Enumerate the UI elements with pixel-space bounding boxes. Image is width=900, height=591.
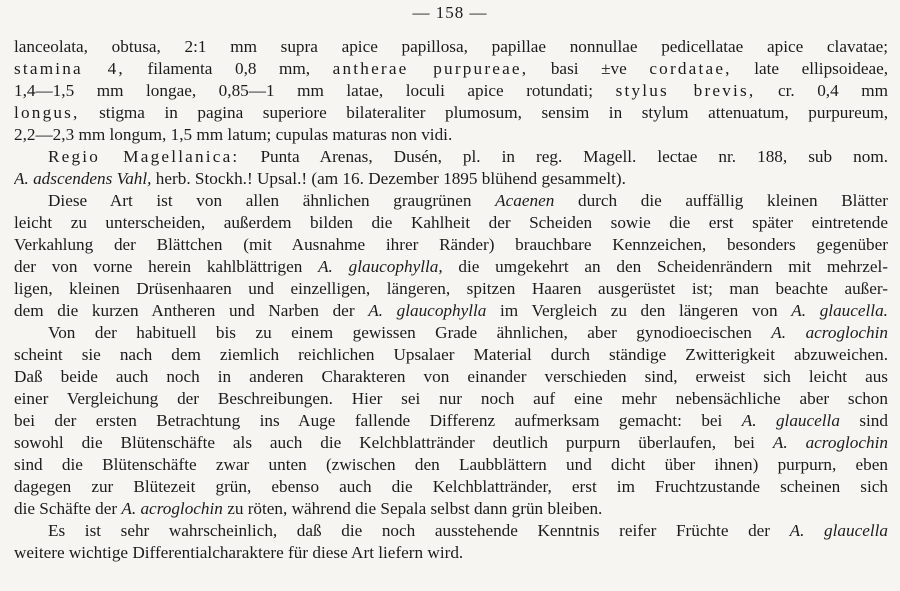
italic-text: A. acroglochin (121, 499, 223, 518)
text-segment: im Vergleich zu den längeren von (486, 301, 792, 320)
text-line (14, 366, 888, 388)
italic-text: A. glaucella. (791, 301, 888, 320)
text-segment: die Schäfte der (14, 499, 122, 518)
italic-text: A. acroglochin (772, 433, 888, 452)
italic-text: A. adscendens Vahl, (14, 169, 152, 188)
text-line (14, 498, 888, 520)
italic-text: Acaenen (495, 191, 555, 210)
spaced-text: stamina 4, (14, 59, 125, 78)
text-segment: Diese Art ist von allen ähnlichen graugrünen (48, 191, 496, 210)
text-line (14, 212, 888, 234)
text-segment: ligen, kleinen Drüsenhaaren und einzelligen, längeren, spitzen Haaren ausgerüstet ist; man beachte außer- (14, 279, 888, 298)
text-segment: scheint sie nach dem ziemlich reichlichen Upsalaer Material durch ständige Zwitterigkeit abzuweichen. (14, 345, 888, 364)
text-line (14, 102, 888, 124)
italic-text: A. glaucella (789, 521, 888, 540)
text-line (14, 124, 888, 146)
text-segment: dagegen zur Blütezeit grün, ebenso auch die Kelchblattränder, erst im Fruchtzustande scheinen sich (14, 477, 888, 496)
text-segment: Punta Arenas, Dusén, pl. in reg. Magell. lectae nr. 188, sub nom. (239, 147, 888, 166)
text-line (14, 234, 888, 256)
text-segment: sowohl die Blütenschäfte als auch die Kelchblattränder deutlich purpurn überlaufen, bei (14, 433, 773, 452)
text-segment: lanceolata, obtusa, 2:1 mm supra apice papillosa, papillae nonnullae pedicellatae apice clavatae; (14, 37, 888, 56)
text-line (14, 80, 888, 102)
text-line (48, 190, 888, 212)
text-segment: die umgekehrt an den Scheidenrändern mit mehrzel- (442, 257, 888, 276)
text-segment: sind die Blütenschäfte zwar unten (zwischen den Laubblättern und dicht über ihnen) purpurn, eben (14, 455, 888, 474)
text-line (14, 542, 888, 564)
spaced-text: longus, (14, 103, 80, 122)
text-segment: herb. Stockh.! Upsal.! (am 16. Dezember 1895 blühend gesammelt). (151, 169, 626, 188)
spaced-text: antherae purpureae, (332, 59, 529, 78)
text-segment: Verkahlung der Blättchen (mit Ausnahme ihrer Ränder) brauchbare Kennzeichen, besonders gegenüber (14, 235, 888, 254)
text-segment: late ellipsoideae, (731, 59, 888, 78)
italic-text: A. glaucophylla (368, 301, 487, 320)
text-line (14, 432, 888, 454)
text-segment: sind (839, 411, 888, 430)
text-segment: einer Vergleichung der Beschreibungen. Hier sei nur noch auf eine mehr nebensächliche aber schon (14, 389, 888, 408)
text-line (14, 278, 888, 300)
text-segment: der von vorne herein kahlblättrigen (14, 257, 319, 276)
text-line (14, 256, 888, 278)
text-segment: dem die kurzen Antheren und Narben der (14, 301, 369, 320)
text-line (14, 410, 888, 432)
text-segment: leicht zu unterscheiden, außerdem bilden die Kahlheit der Scheiden sowie die erst später eintretende (14, 213, 888, 232)
text-segment: Es ist sehr wahrscheinlich, daß die noch ausstehende Kenntnis reifer Früchte der (48, 521, 790, 540)
text-segment: Daß beide auch noch in anderen Charakteren von einander verschieden sind, erweist sich leicht aus (14, 367, 888, 386)
italic-text: A. glaucophylla, (318, 257, 443, 276)
spaced-text: cordatae, (649, 59, 732, 78)
page-number: — 158 — (412, 3, 488, 22)
spaced-text: Regio Magellanica: (48, 147, 240, 166)
text-line (14, 58, 888, 80)
text-segment: bei der ersten Betrachtung ins Auge fallende Differenz aufmerksam gemacht: bei (14, 411, 742, 430)
text-segment: Von der habituell bis zu einem gewissen Grade ähnlichen, aber gynodioecischen (48, 323, 772, 342)
text-line (14, 344, 888, 366)
text-segment: filamenta 0,8 mm, (124, 59, 333, 78)
text-segment: weitere wichtige Differentialcharaktere für diese Art liefern wird. (14, 543, 464, 562)
text-segment: durch die auffällig kleinen Blätter (554, 191, 888, 210)
spaced-text: stylus brevis, (615, 81, 756, 100)
text-segment: zu röten, während die Sepala selbst dann grün bleiben. (222, 499, 603, 518)
text-segment: stigma in pagina superiore bilateraliter plumosum, sensim in stylum attenuatum, purpureum, (79, 103, 888, 122)
italic-text: A. glaucella (741, 411, 840, 430)
text-line (14, 300, 888, 322)
text-segment: basi ±ve (528, 59, 650, 78)
text-line (48, 146, 888, 168)
text-line (14, 454, 888, 476)
text-segment: 1,4—1,5 mm longae, 0,85—1 mm latae, loculi apice rotundati; (14, 81, 616, 100)
text-segment: 2,2—2,3 mm longum, 1,5 mm latum; cupulas maturas non vidi. (14, 125, 453, 144)
text-line (14, 476, 888, 498)
text-line (48, 322, 888, 344)
text-line (14, 168, 888, 190)
text-line (48, 520, 888, 542)
text-segment: cr. 0,4 mm (755, 81, 888, 100)
text-line (14, 36, 888, 58)
italic-text: A. acroglochin (771, 323, 888, 342)
text-line (14, 388, 888, 410)
